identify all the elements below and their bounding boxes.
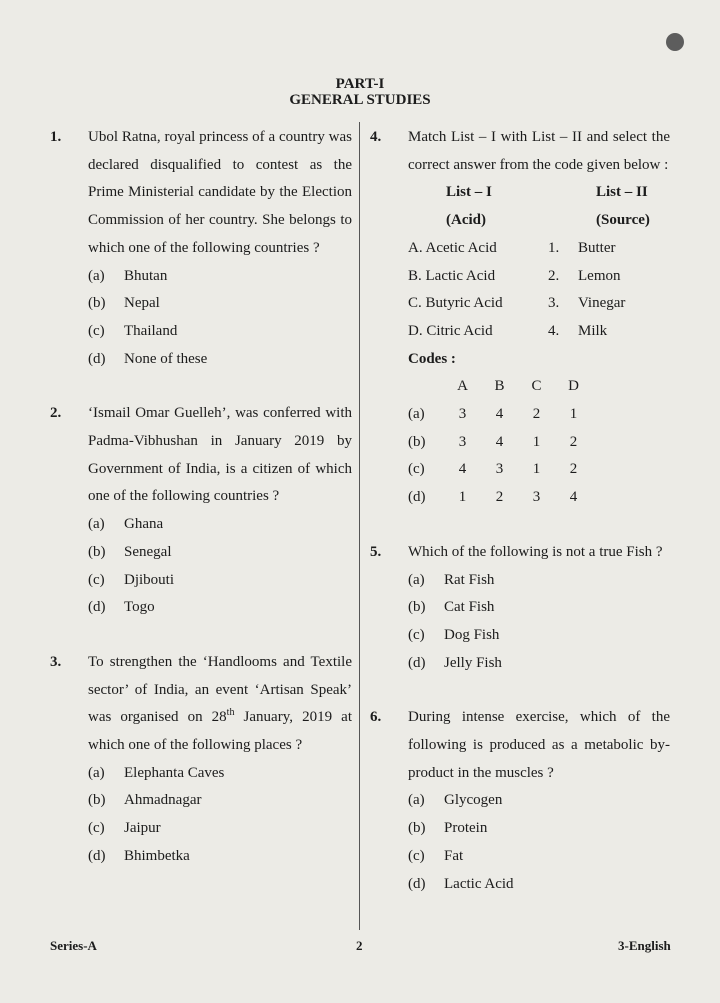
option-text: Djibouti [124,571,175,588]
list-2-item: Vinegar [578,295,626,312]
option-label: (b) [408,599,426,616]
question-number: 5. [370,543,382,560]
option-d[interactable] [88,594,352,622]
list-2-subtitle: (Source) [596,212,650,229]
option-text: Nepal [124,295,160,312]
option-text: Ghana [124,516,164,533]
option-b[interactable] [408,815,670,843]
option-text: Rat Fish [444,571,495,588]
footer-booklet-code: 3-English [618,938,671,953]
match-row: D. Citric Acid 4. Milk [408,318,670,346]
question-4 [370,124,670,512]
option-label: (c) [88,820,105,837]
ordinal-suffix: th [226,707,235,719]
option-label: (b) [88,792,106,809]
codes-label: Codes : [408,350,456,367]
option-a[interactable] [408,567,670,595]
list-2-item: Milk [578,322,608,339]
list-1-item: Butyric Acid [425,295,503,312]
list-1-item: Citric Acid [426,322,493,339]
option-c[interactable] [88,318,352,346]
list-1-subtitle: (Acid) [446,212,486,229]
option-label: (c) [408,626,425,643]
option-label: (a) [88,267,105,284]
codes-header: A B C D [457,378,579,395]
question-text: Which of the following is not a true Fish ? [408,543,663,560]
option-label: (d) [88,599,106,616]
option-text: Elephanta Caves [124,764,225,781]
option-label: (b) [88,295,106,312]
code-option-d[interactable]: (d) 1 2 3 4 [408,489,578,506]
option-text: Senegal [124,543,172,560]
option-text: Togo [124,599,155,616]
code-option-c[interactable]: (c) 4 3 1 2 [408,461,578,478]
option-text: Jaipur [124,820,161,837]
left-column [50,124,352,871]
match-row: A. Acetic Acid 1. Butter [408,235,670,263]
list-1-title: List – I [446,184,492,201]
right-column [370,124,670,898]
option-text: Lactic Acid [444,875,514,892]
option-d[interactable] [88,346,352,374]
question-text: ‘Ismail Omar Guelleh’, was conferred with Padma-Vibhushan in January 2019 by Government of India, is a citizen of which one of the following countries ? [88,405,352,505]
option-label: (a) [88,516,105,533]
list-2-item: Lemon [578,267,621,284]
question-text: Match List – I with List – II and select the correct answer from the code given below : [408,129,670,173]
option-text: Protein [444,820,488,837]
column-divider [359,122,360,930]
question-number: 6. [370,709,382,726]
option-label: (c) [88,571,105,588]
option-c[interactable] [88,567,352,595]
option-label: (a) [408,792,425,809]
list-1-item: Acetic Acid [425,239,497,256]
option-a[interactable] [88,511,352,539]
match-row: C. Butyric Acid 3. Vinegar [408,290,670,318]
question-text: During intense exercise, which of the following is produced as a metabolic by-product in the muscles ? [408,709,670,781]
option-d[interactable] [408,871,670,899]
option-text: Jelly Fish [444,654,502,671]
option-label: (b) [88,543,106,560]
option-text: Bhimbetka [124,847,190,864]
code-option-a[interactable]: (a) 3 4 2 1 [408,406,578,423]
question-number: 2. [50,405,62,422]
option-text: None of these [124,350,208,367]
option-a[interactable] [408,787,670,815]
option-b[interactable] [88,539,352,567]
list-headings [408,179,670,234]
option-label: (c) [88,322,105,339]
option-label: (d) [88,847,106,864]
question-2 [50,400,352,622]
option-d[interactable] [408,650,670,678]
option-c[interactable] [408,843,670,871]
option-b[interactable] [88,787,352,815]
option-text: Dog Fish [444,626,500,643]
question-1 [50,124,352,373]
option-a[interactable] [88,760,352,788]
code-option-b[interactable]: (b) 3 4 1 2 [408,433,578,450]
option-text: Ahmadnagar [124,792,202,809]
option-text: Thailand [124,322,178,339]
question-5 [370,539,670,678]
option-label: (b) [408,820,426,837]
option-text: Fat [444,847,464,864]
option-label: (a) [88,764,105,781]
option-label: (d) [408,875,426,892]
match-row: B. Lactic Acid 2. Lemon [408,263,670,291]
question-text: Ubol Ratna, royal princess of a country was declared disqualified to contest as the Prime Ministerial candidate by the Election Commission of her country. She belongs to which one of the following countries ? [88,129,352,256]
option-b[interactable] [88,290,352,318]
option-a[interactable] [88,263,352,291]
option-c[interactable] [88,815,352,843]
question-3 [50,649,352,871]
question-number: 1. [50,129,62,145]
option-text: Glycogen [444,792,503,809]
question-6 [370,704,670,898]
option-label: (d) [408,654,426,671]
option-label: (d) [88,350,106,367]
list-2-item: Butter [578,239,616,256]
part-heading: PART-I [335,76,385,92]
list-2-title: List – II [596,184,648,201]
option-label: (c) [408,847,425,864]
question-text: To strengthen the ‘Handlooms and Textile sector’ of India, an event ‘Artisan Speak’ was organised on 28th January, 2019 at which one of the following places ? [88,653,352,754]
section-title: GENERAL STUDIES [289,92,431,108]
footer-series: Series-A [50,938,97,953]
option-b[interactable] [408,594,670,622]
question-number: 3. [50,653,62,670]
option-d[interactable] [88,843,352,871]
option-label: (a) [408,571,425,588]
footer-page-number: 2 [356,938,363,953]
option-c[interactable] [408,622,670,650]
list-1-item: Lactic Acid [425,267,496,284]
option-text: Cat Fish [444,599,495,616]
question-number: 4. [370,129,382,145]
punch-hole-dot [666,33,684,51]
option-text: Bhutan [124,267,168,284]
